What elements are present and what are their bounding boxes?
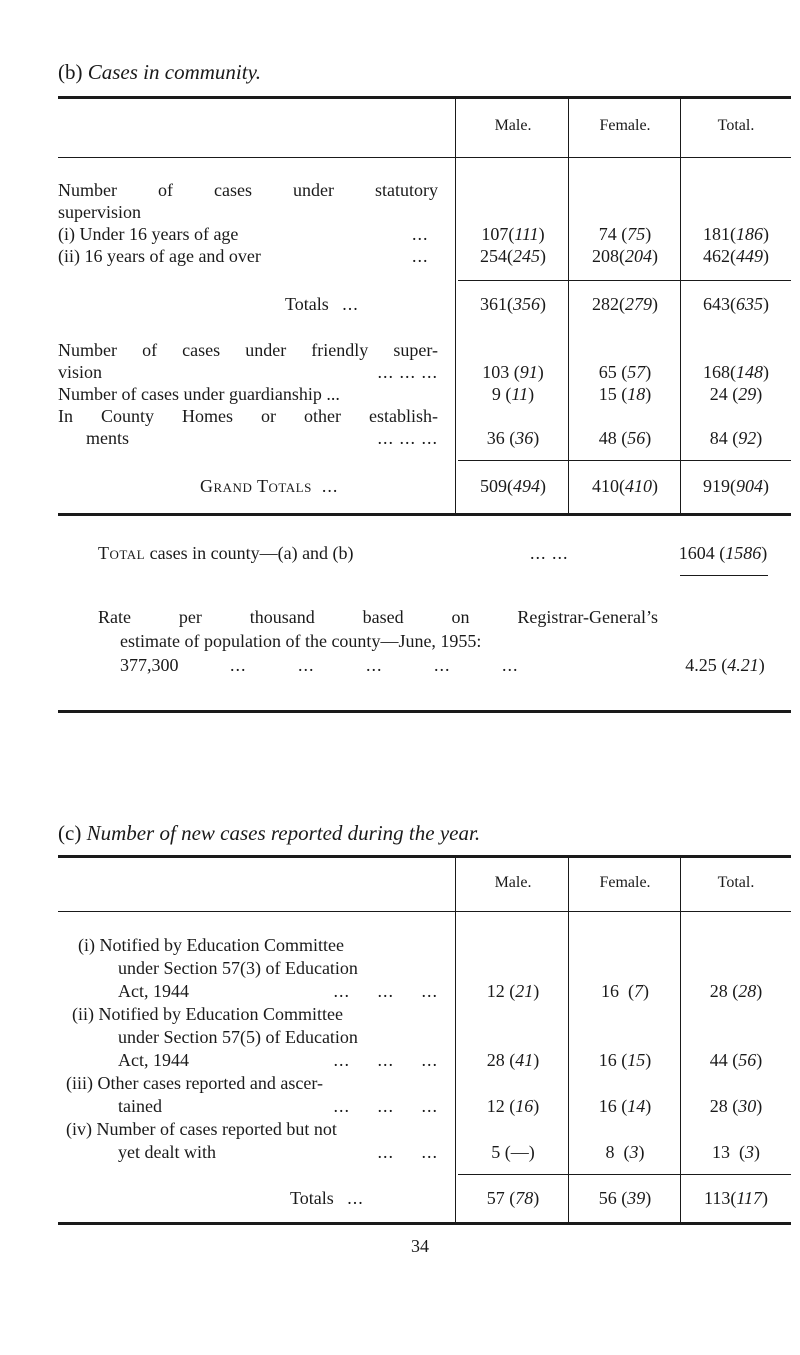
table-b-col-divider-1 xyxy=(455,99,456,514)
homes-total: 84 (92) xyxy=(709,428,763,448)
grand-totals-male: 509(494) xyxy=(480,476,546,496)
row-under-16-female: 74 (75) xyxy=(598,224,652,244)
col-male-c: Male. xyxy=(494,874,532,891)
table-c-header-rule xyxy=(58,911,791,912)
page-number: 34 xyxy=(411,1236,429,1256)
row-16-over-dots: ... xyxy=(412,246,429,266)
c-row-2-line-1: (ii) Notified by Education Committee xyxy=(72,1004,343,1024)
table-c-col-divider-1 xyxy=(455,858,456,1166)
section-b-heading xyxy=(58,60,261,85)
guardianship-female: 15 (18) xyxy=(598,384,652,404)
c-row-3-line-2: tained ... ... ... xyxy=(118,1096,438,1116)
homes-male: 36 (36) xyxy=(486,428,540,448)
rate-population: 377,300 xyxy=(120,655,179,675)
col-total: Total. xyxy=(717,117,755,134)
row-16-over-male: 254(245) xyxy=(480,246,546,266)
c-row-3-total: 28 (30) xyxy=(709,1096,763,1116)
c-row-3-male: 12 (16) xyxy=(486,1096,540,1116)
c-row-4-line-1: (iv) Number of cases reported but not xyxy=(66,1119,337,1139)
row-16-over-total: 462(449) xyxy=(703,246,769,266)
c-row-1-line-2: under Section 57(3) of Education xyxy=(118,958,358,978)
totals-label-b: Totals ... xyxy=(285,294,359,314)
c-row-4-female: 8 (3) xyxy=(605,1142,645,1162)
homes-female: 48 (56) xyxy=(598,428,652,448)
row-under-16-total: 181(186) xyxy=(703,224,769,244)
row-under-16-dots: ... xyxy=(412,224,429,244)
total-cases-value: 1604 (1586) xyxy=(678,543,768,563)
rate-dots: ... ... ... ... ... xyxy=(230,655,519,675)
section-c-heading xyxy=(58,821,480,846)
table-c-total-divider-3 xyxy=(680,1166,681,1222)
table-b-col-divider-2 xyxy=(568,99,569,514)
friendly-label-2: vision ... ... ... xyxy=(58,362,438,382)
total-cases-label: Total cases in county—(a) and (b) xyxy=(98,543,354,563)
guardianship-male: 9 (11) xyxy=(491,384,535,404)
totals-total-b: 643(635) xyxy=(703,294,769,314)
grand-total-rule-b xyxy=(458,460,791,461)
c-row-1-female: 16 (7) xyxy=(601,981,649,1001)
table-c-total-divider-1 xyxy=(455,1166,456,1222)
section-c-label: (c) xyxy=(58,821,82,845)
friendly-label-1: Number of cases under friendly super- xyxy=(58,340,438,360)
table-c-col-divider-3 xyxy=(680,858,681,1166)
friendly-female: 65 (57) xyxy=(598,362,652,382)
c-totals-label: Totals ... xyxy=(290,1188,364,1208)
table-c-total-divider-2 xyxy=(568,1166,569,1222)
c-row-4-line-2: yet dealt with ... ... xyxy=(118,1142,438,1162)
c-row-2-male: 28 (41) xyxy=(486,1050,540,1070)
rate-value: 4.25 (4.21) xyxy=(685,655,765,675)
subtotal-rule-b xyxy=(458,280,791,281)
c-row-1-total: 28 (28) xyxy=(709,981,763,1001)
row-16-over-female: 208(204) xyxy=(592,246,658,266)
c-totals-female: 56 (39) xyxy=(598,1188,652,1208)
col-total-c: Total. xyxy=(717,874,755,891)
totals-male-b: 361(356) xyxy=(480,294,546,314)
grand-totals-label: Grand Totals ... xyxy=(200,476,339,496)
c-row-4-total: 13 (3) xyxy=(712,1142,760,1162)
table-c-subtotal-rule xyxy=(458,1174,791,1175)
section-b-label: (b) xyxy=(58,60,83,84)
col-male: Male. xyxy=(494,117,532,134)
guardianship-label: Number of cases under guardianship ... xyxy=(58,384,340,404)
homes-label-1: In County Homes or other establish- xyxy=(58,406,438,426)
table-b-bottom-rule xyxy=(58,513,791,516)
c-row-1-male: 12 (21) xyxy=(486,981,540,1001)
row-under-16-male: 107(111) xyxy=(481,224,545,244)
c-row-2-female: 16 (15) xyxy=(598,1050,652,1070)
supervision-heading-1: Number of cases under statutory xyxy=(58,180,438,200)
total-cases-dots: ... ... xyxy=(530,543,569,563)
c-row-2-line-3: Act, 1944 ... ... ... xyxy=(118,1050,438,1070)
col-female-c: Female. xyxy=(599,874,651,891)
c-totals-total: 113(117) xyxy=(703,1188,768,1208)
section-b-title: Cases in community. xyxy=(87,60,261,84)
c-row-2-total: 44 (56) xyxy=(709,1050,763,1070)
c-row-4-male: 5 (—) xyxy=(491,1142,535,1162)
homes-label-2: ments ... ... ... xyxy=(86,428,438,448)
section-c-title: Number of new cases reported during the year. xyxy=(86,821,481,845)
totals-female-b: 282(279) xyxy=(592,294,658,314)
friendly-male: 103 (91) xyxy=(482,362,544,382)
table-c-bottom-rule xyxy=(58,1222,791,1225)
table-b-col-divider-3 xyxy=(680,99,681,514)
table-c-top-rule xyxy=(58,855,791,858)
c-row-1-line-3: Act, 1944 ... ... ... xyxy=(118,981,438,1001)
table-c-col-divider-2 xyxy=(568,858,569,1166)
grand-totals-total: 919(904) xyxy=(703,476,769,496)
c-row-3-female: 16 (14) xyxy=(598,1096,652,1116)
table-b-top-rule xyxy=(58,96,791,99)
rate-line-1: Rate per thousand based on Registrar-General’s xyxy=(98,607,658,627)
row-under-16-label: (i) Under 16 years of age xyxy=(58,224,239,244)
col-female: Female. xyxy=(599,117,651,134)
row-16-over-label: (ii) 16 years of age and over xyxy=(58,246,261,266)
rate-line-2: estimate of population of the county—June, 1955: xyxy=(120,631,482,651)
supervision-heading-2: supervision xyxy=(58,202,141,222)
guardianship-total: 24 (29) xyxy=(709,384,763,404)
friendly-total: 168(148) xyxy=(703,362,769,382)
c-totals-male: 57 (78) xyxy=(486,1188,540,1208)
table-b-header-rule xyxy=(58,157,791,158)
c-row-2-line-2: under Section 57(5) of Education xyxy=(118,1027,358,1047)
rate-bottom-rule xyxy=(58,710,791,713)
c-row-1-line-1: (i) Notified by Education Committee xyxy=(78,935,344,955)
total-cases-rule xyxy=(680,575,768,576)
c-row-3-line-1: (iii) Other cases reported and ascer- xyxy=(66,1073,324,1093)
grand-totals-female: 410(410) xyxy=(592,476,658,496)
